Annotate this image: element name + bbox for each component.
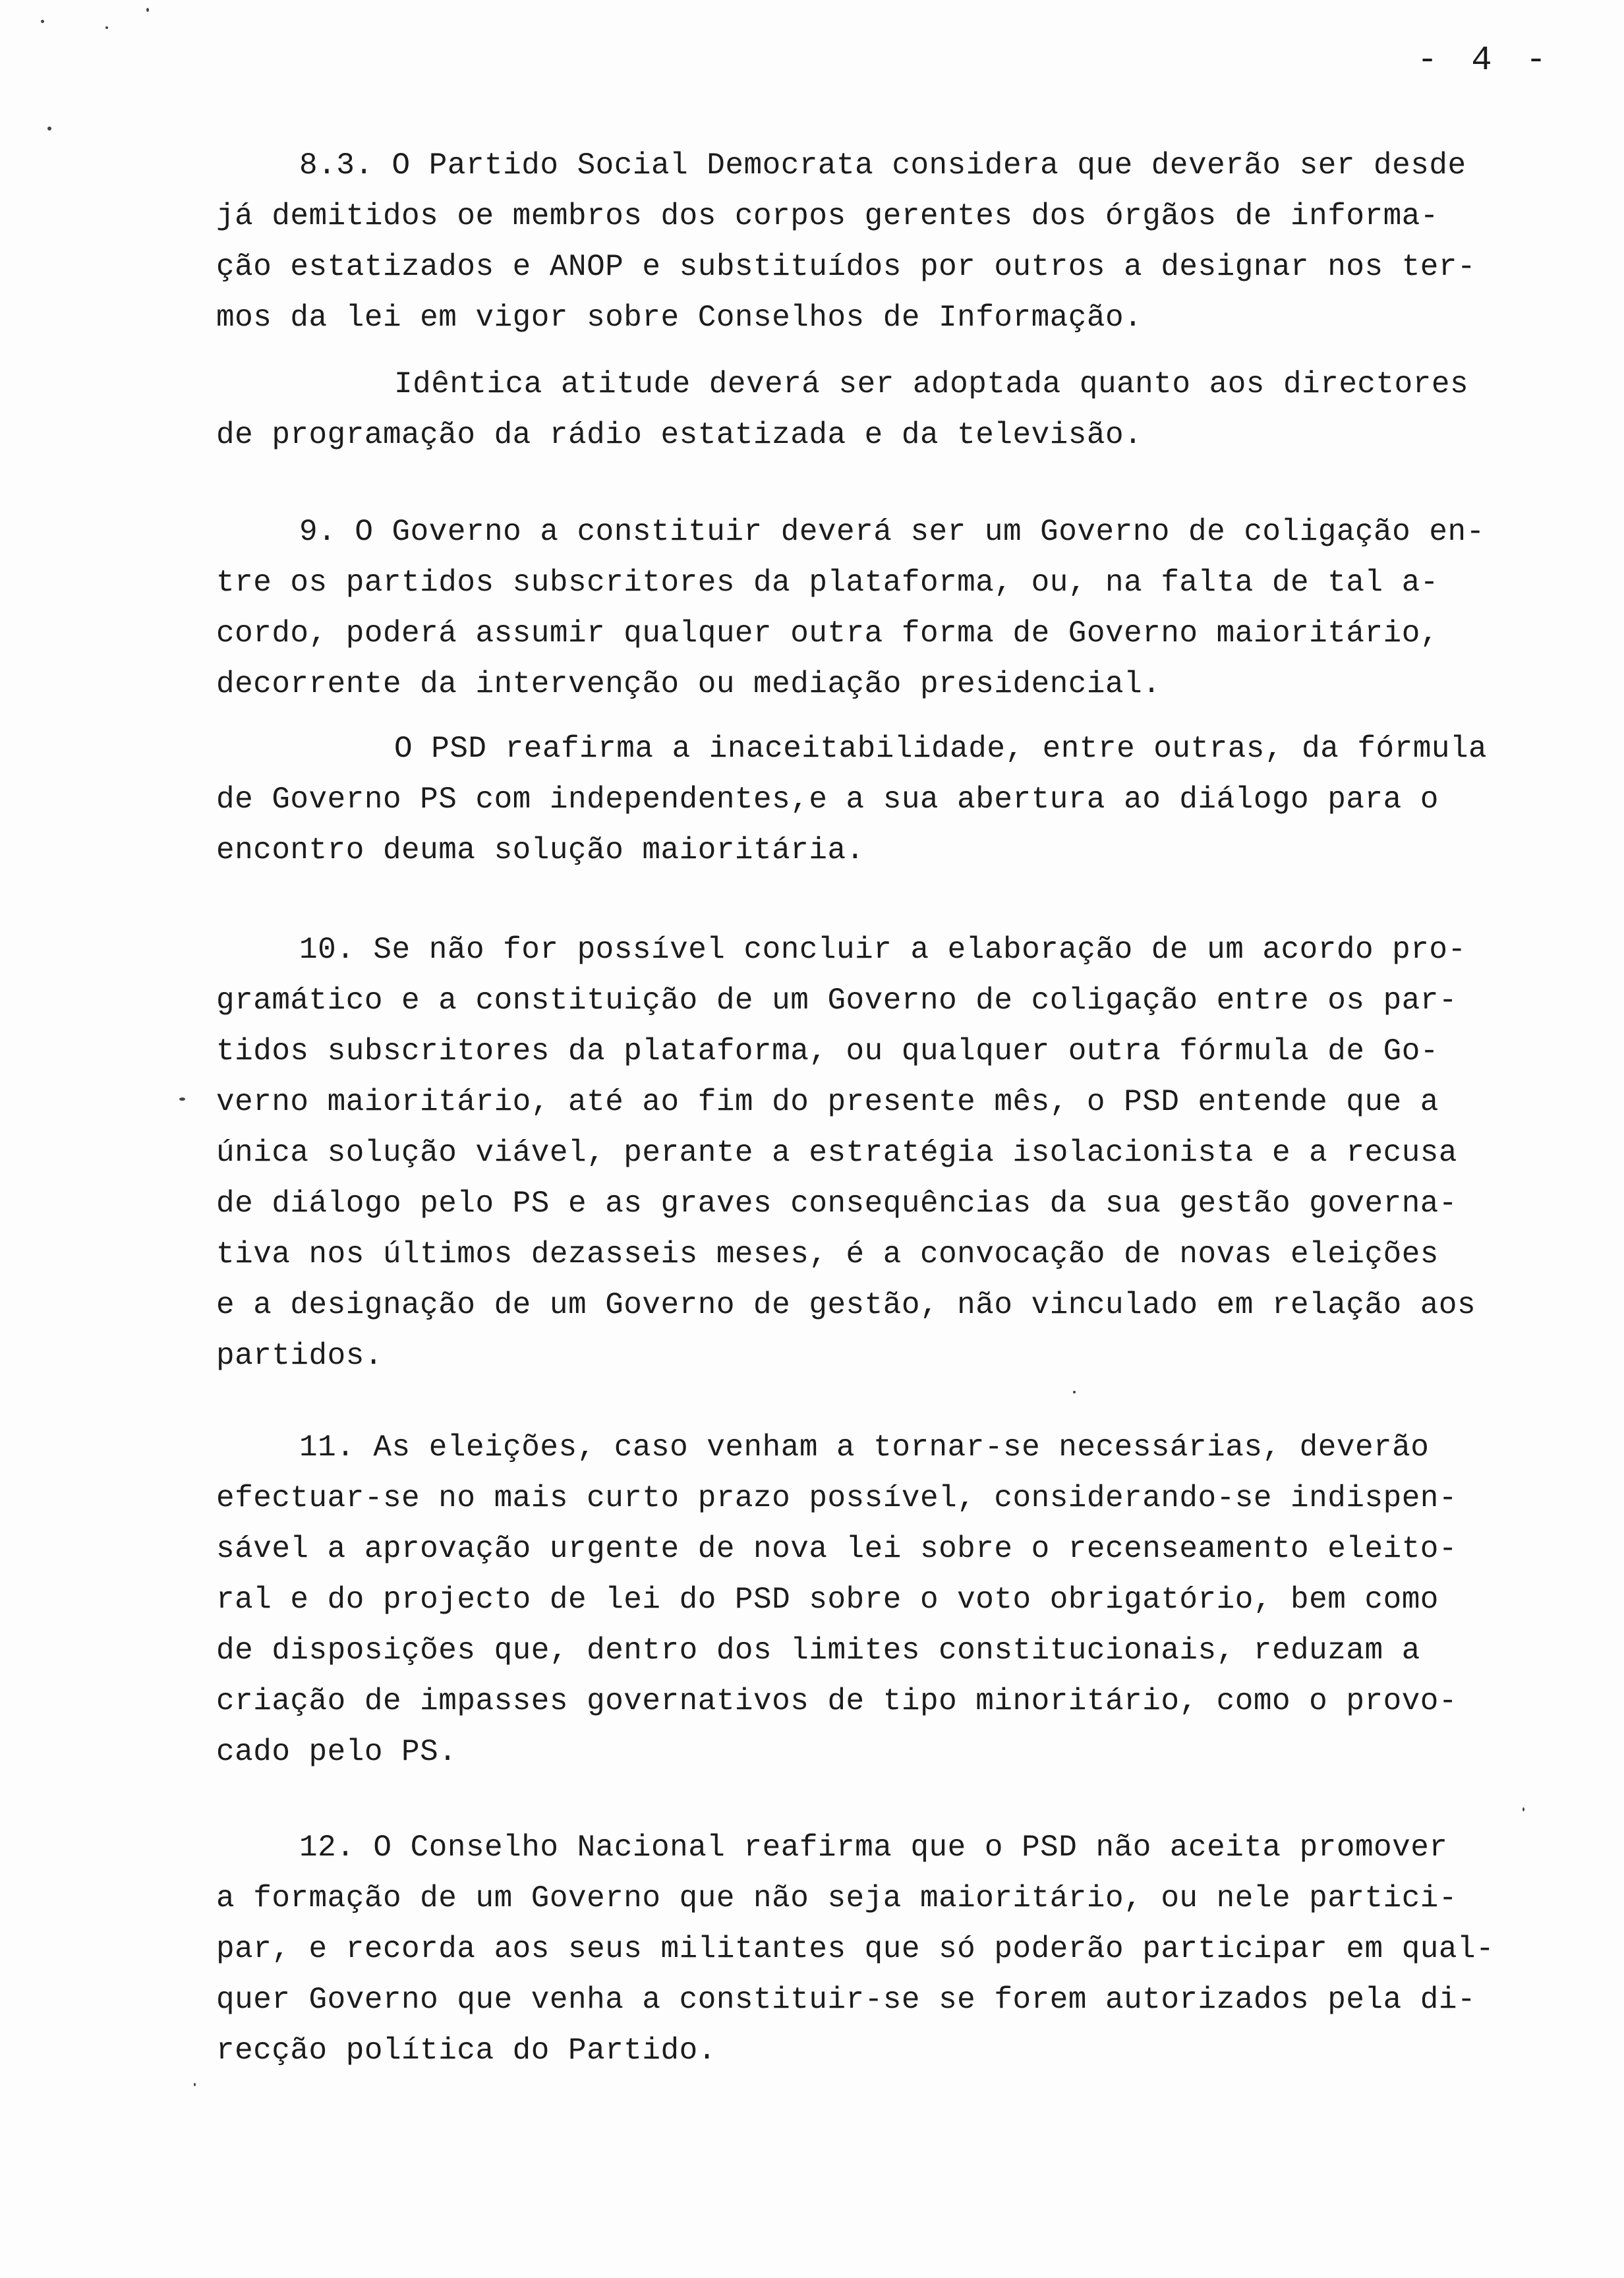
paragraph-8-3-continuation: [216, 359, 1561, 461]
text-line: tidos subscritores da plataforma, ou qualquer outra fórmula de Go-: [216, 1034, 1439, 1068]
scan-speck: [1073, 1391, 1076, 1393]
paragraph-8-3: [216, 140, 1561, 343]
scan-speck: [47, 127, 51, 131]
scan-speck: [1522, 1807, 1524, 1811]
text-line: única solução viável, perante a estratégia isolacionista e a recusa: [216, 1136, 1458, 1170]
scan-speck: [194, 2083, 196, 2086]
text-line: Idêntica atitude deverá ser adoptada quanto aos directores: [394, 367, 1469, 401]
text-line: 10. Se não for possível concluir a elaboração de um acordo pro-: [299, 933, 1466, 967]
text-line: encontro deuma solução maioritária.: [216, 833, 865, 867]
text-line: 8.3. O Partido Social Democrata considera que deverão ser desde: [299, 148, 1466, 183]
text-line: já demitidos oe membros dos corpos gerentes dos órgãos de informa-: [216, 199, 1439, 233]
text-line: de diálogo pelo PS e as graves consequências da sua gestão governa-: [216, 1186, 1458, 1221]
paragraph-10: [216, 925, 1561, 1382]
scan-speck: [146, 8, 149, 12]
text-line: tiva nos últimos dezasseis meses, é a convocação de novas eleições: [216, 1237, 1439, 1271]
text-line: de programação da rádio estatizada e da televisão.: [216, 418, 1143, 452]
text-line: ção estatizados e ANOP e substituídos por outros a designar nos ter-: [216, 250, 1476, 284]
text-line: O PSD reafirma a inaceitabilidade, entre outras, da fórmula: [394, 732, 1488, 766]
text-line: recção política do Partido.: [216, 2033, 716, 2068]
text-line: cordo, poderá assumir qualquer outra forma de Governo maioritário,: [216, 616, 1439, 651]
text-line: e a designação de um Governo de gestão, não vinculado em relação aos: [216, 1288, 1476, 1322]
text-line: partidos.: [216, 1339, 383, 1373]
scan-speck: [105, 26, 108, 29]
text-line: 9. O Governo a constituir deverá ser um Governo de coligação en-: [299, 515, 1485, 549]
page-number: - 4 -: [1417, 41, 1553, 80]
text-line: efectuar-se no mais curto prazo possível, considerando-se indispen-: [216, 1481, 1458, 1515]
text-line: decorrente da intervenção ou mediação presidencial.: [216, 667, 1161, 701]
text-line: tre os partidos subscritores da plataforma, ou, na falta de tal a-: [216, 566, 1439, 600]
paragraph-11: [216, 1422, 1561, 1778]
paragraph-9: [216, 507, 1561, 710]
text-line: de Governo PS com independentes,e a sua abertura ao diálogo para o: [216, 782, 1439, 817]
text-line: a formação de um Governo que não seja maioritário, ou nele partici-: [216, 1881, 1458, 1915]
scan-speck: [41, 20, 44, 23]
paragraph-9-continuation: [216, 724, 1561, 876]
text-line: mos da lei em vigor sobre Conselhos de Informação.: [216, 301, 1143, 335]
text-line: ral e do projecto de lei do PSD sobre o voto obrigatório, bem como: [216, 1583, 1439, 1617]
text-line: quer Governo que venha a constituir-se se forem autorizados pela di-: [216, 1983, 1476, 2017]
scan-speck: [179, 1097, 185, 1101]
text-line: criação de impasses governativos de tipo minoritário, como o provo-: [216, 1684, 1458, 1718]
text-line: verno maioritário, até ao fim do presente mês, o PSD entende que a: [216, 1085, 1439, 1119]
paragraph-12: [216, 1823, 1561, 2076]
text-line: 11. As eleições, caso venham a tornar-se necessárias, deverão: [299, 1430, 1430, 1465]
text-line: 12. O Conselho Nacional reafirma que o PSD não aceita promover: [299, 1830, 1448, 1865]
text-line: de disposições que, dentro dos limites constitucionais, reduzam a: [216, 1633, 1420, 1668]
text-line: sável a aprovação urgente de nova lei sobre o recenseamento eleito-: [216, 1532, 1458, 1566]
text-line: cado pelo PS.: [216, 1735, 457, 1769]
text-line: gramático e a constituição de um Governo de coligação entre os par-: [216, 983, 1458, 1018]
text-line: par, e recorda aos seus militantes que só poderão participar em qual-: [216, 1932, 1495, 1966]
